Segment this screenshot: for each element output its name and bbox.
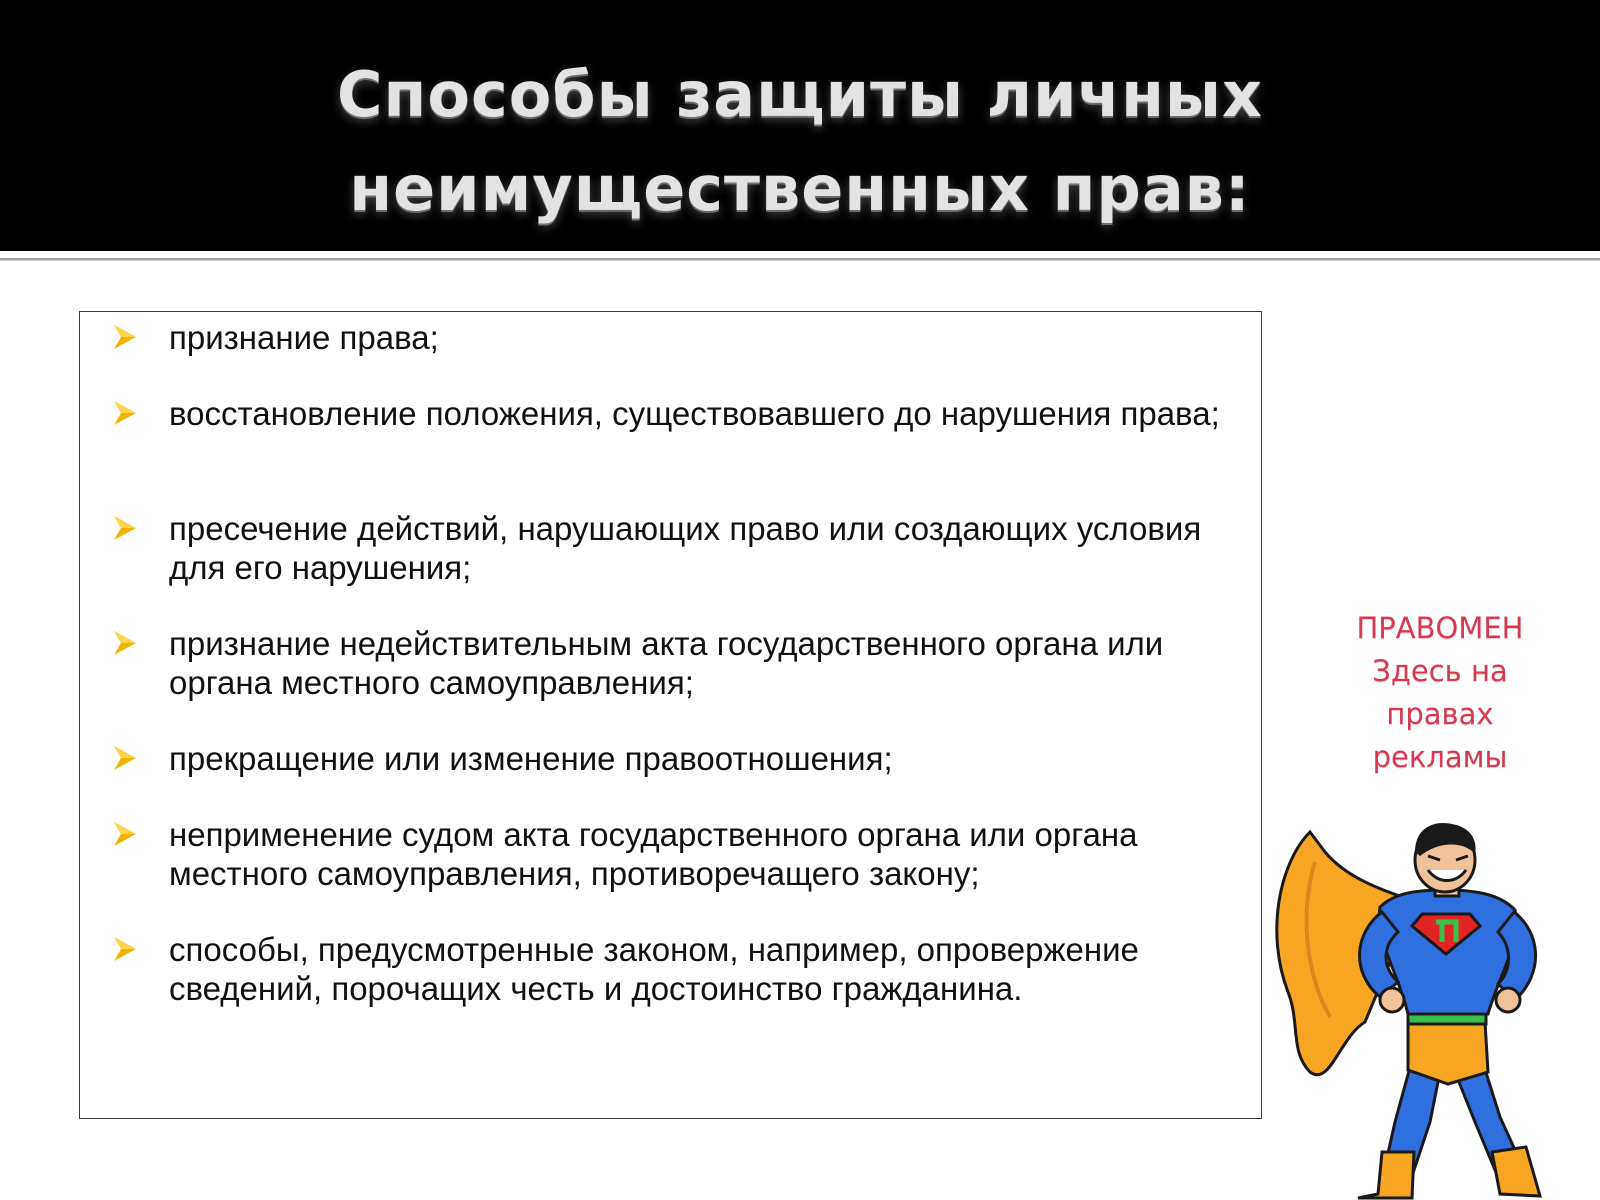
bullet-text: прекращение или изменение правоотношения; [169,740,893,777]
title-line-2: неимущественных прав: [349,152,1251,225]
bullet-item [113,509,1233,587]
ad-caption [1325,607,1555,779]
superhero-mascot [1270,822,1590,1200]
bullet-text: пресечение действий, нарушающих право или создающих условия для его нарушения; [169,510,1202,586]
arrowhead-bullet-icon [113,630,137,656]
bullet-item [113,624,1233,702]
bullet-text: неприменение судом акта государственного органа или органа местного самоуправления, противоречащего закону; [169,816,1138,892]
arrowhead-bullet-icon [113,400,137,426]
ad-line: правах [1386,697,1494,731]
arrowhead-bullet-icon [113,745,137,771]
content-box [79,311,1262,1119]
bullet-item [113,739,1233,778]
arrowhead-bullet-icon [113,936,137,962]
bullet-item [113,930,1233,1008]
arrowhead-bullet-icon [113,515,137,541]
bullet-item [113,318,1233,357]
ad-line: Здесь на [1372,654,1508,688]
title-divider [0,258,1600,261]
bullet-text: признание недействительным акта государственного органа или органа местного самоуправления; [169,625,1164,701]
arrowhead-bullet-icon [113,821,137,847]
bullet-text: способы, предусмотренные законом, например, опровержение сведений, порочащих честь и достоинство гражданина. [169,931,1139,1007]
ad-brand: ПРАВОМЕН [1356,611,1524,645]
bullet-text: признание права; [169,319,439,356]
bullet-item [113,815,1233,893]
bullet-text: восстановление положения, существовавшего до нарушения права; [169,395,1220,432]
arrowhead-bullet-icon [113,324,137,350]
slide-title [200,48,1400,236]
title-line-1: Способы защиты личных [337,58,1263,131]
bullet-item [113,394,1233,433]
ad-line: рекламы [1372,740,1508,774]
